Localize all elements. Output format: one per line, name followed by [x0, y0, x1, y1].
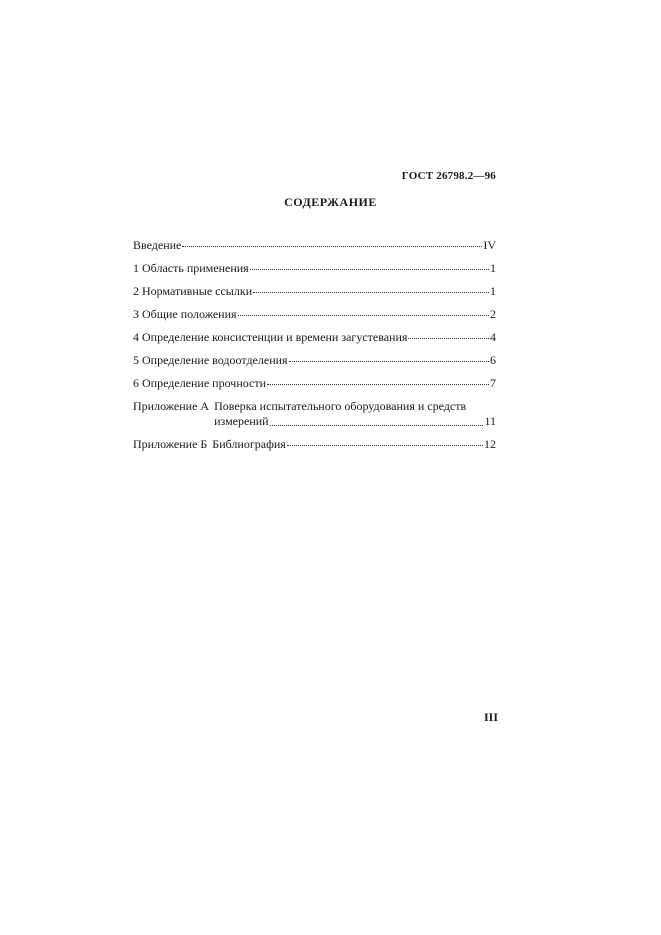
toc-entry-scope — [133, 261, 496, 276]
toc-leader-dots — [270, 424, 484, 426]
toc-entry-page: 4 — [490, 330, 496, 344]
appendix-title: Библиография — [212, 437, 286, 451]
toc-leader-dots — [250, 268, 489, 270]
toc-title: СОДЕРЖАНИЕ — [284, 195, 377, 209]
toc-entry-general — [133, 307, 496, 322]
toc-entry-references — [133, 284, 496, 299]
appendix-title-line2: измерений — [214, 414, 269, 428]
toc-leader-dots — [267, 383, 489, 385]
toc-entry-label: 5 Определение водоотделения — [133, 353, 288, 367]
toc-appendix-a — [133, 399, 496, 429]
appendix-page: 11 — [484, 414, 496, 428]
toc-entry-label: Введение — [133, 238, 182, 252]
toc-entry-water-separation — [133, 353, 496, 368]
toc-appendix-b — [133, 437, 496, 452]
toc-entry-page: 7 — [490, 376, 496, 390]
appendix-page: 12 — [484, 437, 496, 451]
appendix-title-line1: Поверка испытательного оборудования и средств — [214, 399, 467, 413]
toc-entry-page: 1 — [490, 284, 496, 298]
toc-leader-dots — [238, 314, 489, 316]
table-of-contents — [133, 238, 496, 460]
toc-entry-consistency — [133, 330, 496, 345]
toc-entry-page: 1 — [490, 261, 496, 275]
toc-leader-dots — [182, 245, 482, 247]
toc-leader-dots — [289, 360, 489, 362]
toc-entry-page: 2 — [490, 307, 496, 321]
toc-entry-label: 1 Область применения — [133, 261, 249, 275]
toc-leader-dots — [408, 337, 489, 339]
toc-entry-label: 6 Определение прочности — [133, 376, 267, 390]
toc-leader-dots — [253, 291, 489, 293]
toc-entry-strength — [133, 376, 496, 391]
toc-entry-label: 2 Нормативные ссылки — [133, 284, 253, 298]
document-code: ГОСТ 26798.2—96 — [401, 170, 496, 182]
appendix-prefix: Приложение Б — [133, 437, 208, 451]
page-number: III — [483, 710, 498, 724]
toc-entry-label: 4 Определение консистенции и времени загустевания — [133, 330, 408, 344]
toc-entry-label: 3 Общие положения — [133, 307, 237, 321]
appendix-prefix: Приложение А — [133, 399, 210, 413]
toc-leader-dots — [287, 444, 483, 446]
toc-entry-introduction — [133, 238, 496, 253]
toc-entry-page: IV — [483, 238, 496, 252]
toc-entry-page: 6 — [490, 353, 496, 367]
